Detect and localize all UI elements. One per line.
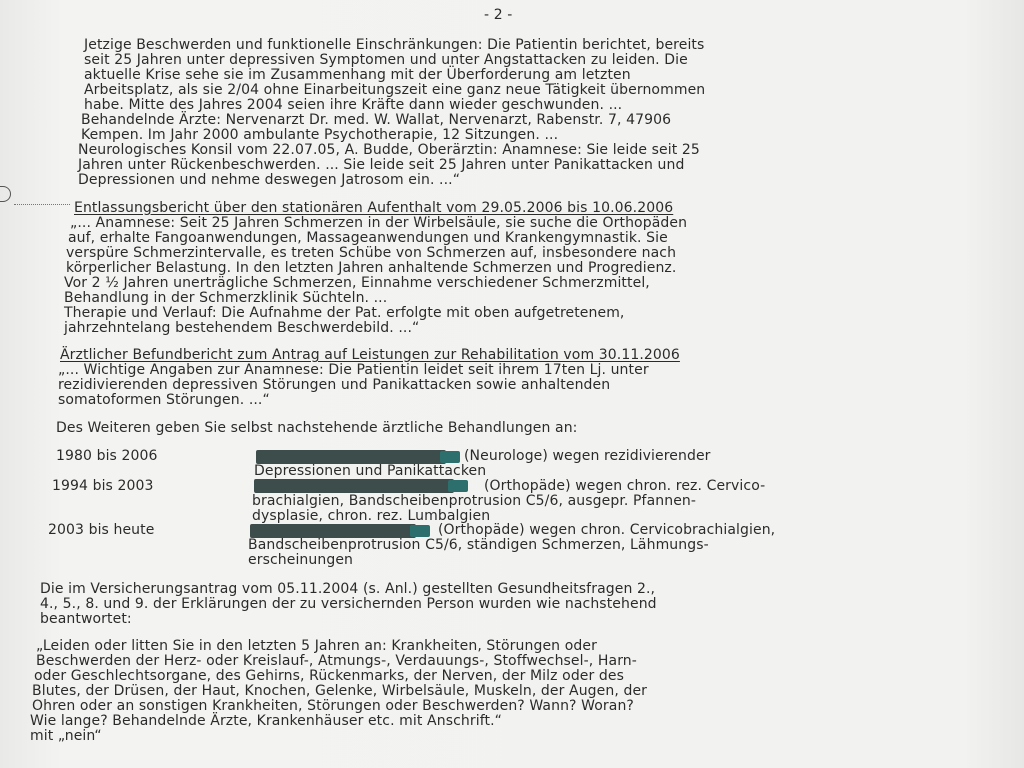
text-line: Die im Versicherungsantrag vom 05.11.2004 (s. Anl.) gestellten Gesundheitsfragen 2.,	[40, 581, 656, 597]
page-number: - 2 -	[484, 7, 513, 23]
text-line: rezidivierenden depressiven Störungen und Panikattacken sowie anhaltenden	[58, 377, 611, 393]
text-line: habe. Mitte des Jahres 2004 seien ihre Kräfte dann wieder geschwunden. ...	[84, 97, 623, 113]
text-line: Neurologisches Konsil vom 22.07.05, A. Budde, Oberärztin: Anamnese: Sie leide seit 25	[78, 142, 700, 158]
redacted-name	[250, 524, 416, 538]
text-line: aktuelle Krise sehe sie im Zusammenhang mit der Überforderung am letzten	[84, 67, 631, 83]
scan-artifact-dots	[14, 204, 70, 205]
text-line: 4., 5., 8. und 9. der Erklärungen der zu versichernden Person wurden wie nachstehend	[40, 596, 657, 612]
text-line: somatoformen Störungen. ...“	[58, 392, 270, 408]
text-line: Arbeitsplatz, als sie 2/04 ohne Einarbeitungszeit eine ganz neue Tätigkeit übernommen	[84, 82, 706, 98]
text-line: Blutes, der Drüsen, der Haut, Knochen, Gelenke, Wirbelsäule, Muskeln, der Augen, der	[32, 683, 648, 699]
text-line: verspüre Schmerzintervalle, es treten Schübe von Schmerzen auf, insbesondere nach	[66, 245, 677, 261]
redacted-name	[254, 479, 454, 493]
text-line: Jahren unter Rückenbeschwerden. ... Sie leide seit 25 Jahren unter Panikattacken und	[78, 157, 685, 173]
text-line: Therapie und Verlauf: Die Aufnahme der Pat. erfolgte mit oben aufgetretenem,	[64, 305, 625, 321]
text-line: Jetzige Beschwerden und funktionelle Einschränkungen: Die Patientin berichtet, bereits	[84, 37, 705, 53]
text-line: Beschwerden der Herz- oder Kreislauf-, Atmungs-, Verdauungs-, Stoffwechsel-, Harn-	[36, 653, 637, 669]
text-line: körperlicher Belastung. In den letzten Jahren anhaltende Schmerzen und Progredienz.	[66, 260, 677, 276]
treatment-period: 2003 bis heute	[48, 522, 155, 538]
text-line: seit 25 Jahren unter depressiven Symptomen und unter Angstattacken zu leiden. Die	[84, 52, 688, 68]
treatment-text: erscheinungen	[248, 552, 354, 568]
text-line: auf, erhalte Fangoanwendungen, Massageanwendungen und Krankengymnastik. Sie	[68, 230, 668, 246]
text-line: oder Geschlechtsorgane, des Gehirns, Rückenmarks, der Nerven, der Milz oder des	[34, 668, 625, 684]
text-line: „... Anamnese: Seit 25 Jahren Schmerzen in der Wirbelsäule, sie suche die Orthopäden	[70, 215, 688, 231]
text-line: Behandlung in der Schmerzklinik Süchteln. ...	[64, 290, 388, 306]
section-heading-discharge: Entlassungsbericht über den stationären Aufenthalt vom 29.05.2006 bis 10.06.2006	[74, 200, 674, 216]
treatment-text: (Neurologe) wegen rezidivierender	[464, 448, 711, 464]
text-line: Wie lange? Behandelnde Ärzte, Krankenhäuser etc. mit Anschrift.“	[30, 713, 502, 729]
text-line: beantwortet:	[40, 611, 132, 627]
treatment-text: brachialgien, Bandscheibenprotrusion C5/6, ausgepr. Pfannen-	[252, 493, 697, 509]
treatment-text: dysplasie, chron. rez. Lumbalgien	[252, 508, 491, 524]
text-line: Vor 2 ½ Jahren unerträgliche Schmerzen, Einnahme verschiedener Schmerzmittel,	[64, 275, 650, 291]
text-line: Kempen. Im Jahr 2000 ambulante Psychotherapie, 12 Sitzungen. ...	[81, 127, 559, 143]
treatment-text: (Orthopäde) wegen chron. Cervicobrachialgien,	[438, 522, 776, 538]
treatment-text: Bandscheibenprotrusion C5/6, ständigen Schmerzen, Lähmungs-	[248, 537, 709, 553]
treatment-period: 1994 bis 2003	[52, 478, 154, 494]
scan-artifact	[0, 186, 11, 202]
treatment-period: 1980 bis 2006	[56, 448, 158, 464]
text-line: „... Wichtige Angaben zur Anamnese: Die Patientin leidet seit ihrem 17ten Lj. unter	[58, 362, 649, 378]
section-heading-report: Ärztlicher Befundbericht zum Antrag auf Leistungen zur Rehabilitation vom 30.11.2006	[60, 347, 680, 363]
text-line: Ohren oder an sonstigen Krankheiten, Störungen oder Beschwerden? Wann? Woran?	[32, 698, 634, 714]
text-line: jahrzehntelang bestehendem Beschwerdebild. ...“	[64, 320, 420, 336]
redacted-name	[256, 450, 446, 464]
answer-text: mit „nein“	[30, 728, 102, 744]
text-line: Depressionen und nehme deswegen Jatrosom ein. ...“	[78, 172, 461, 188]
text-line: „Leiden oder litten Sie in den letzten 5 Jahren an: Krankheiten, Störungen oder	[36, 638, 597, 654]
text-line: Behandelnde Ärzte: Nervenarzt Dr. med. W. Wallat, Nervenarzt, Rabenstr. 7, 47906	[81, 112, 672, 128]
treatment-text: (Orthopäde) wegen chron. rez. Cervico-	[484, 478, 766, 494]
treatment-text: Depressionen und Panikattacken	[254, 463, 487, 479]
treatments-intro: Des Weiteren geben Sie selbst nachstehende ärztliche Behandlungen an:	[56, 420, 578, 436]
